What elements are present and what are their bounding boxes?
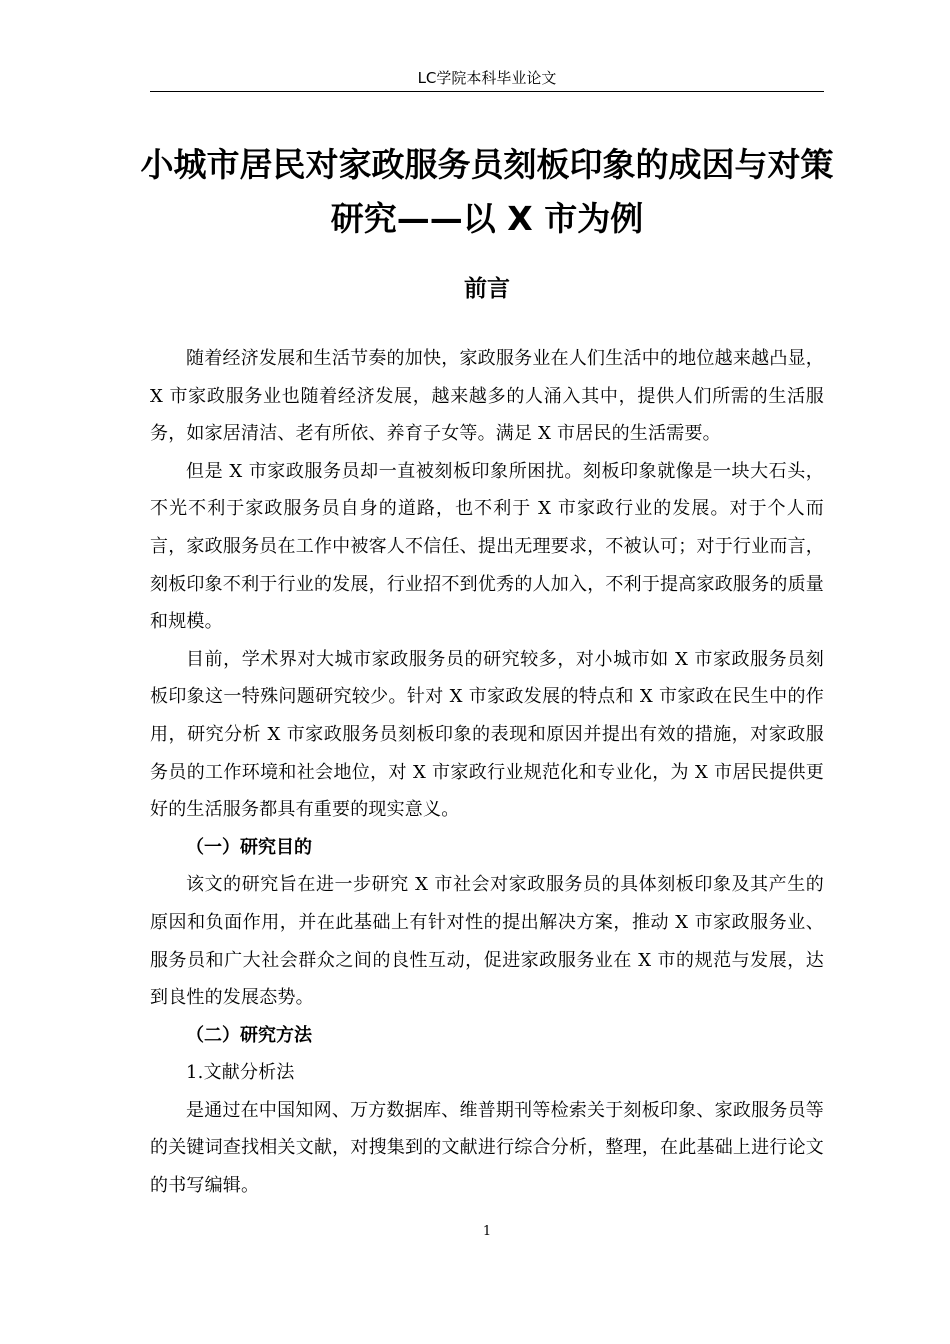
paragraph: 随着经济发展和生活节奏的加快，家政服务业在人们生活中的地位越来越凸显，X 市家政服务业也随着经济发展，越来越多的人涌入其中，提供人们所需的生活服务，如家居清洁、老有所依、养育子女等。满足 X 市居民的生活需要。 xyxy=(150,348,824,445)
subsection-heading: （二）研究方法 xyxy=(186,1024,312,1046)
paragraph: 是通过在中国知网、万方数据库、维普期刊等检索关于刻板印象、家政服务员等的关键词查找相关文献，对搜集到的文献进行综合分析，整理，在此基础上进行论文的书写编辑。 xyxy=(150,1099,824,1197)
paragraph: 该文的研究旨在进一步研究 X 市社会对家政服务员的具体刻板印象及其产生的原因和负面作用，并在此基础上有针对性的提出解决方案，推动 X 市家政服务业、服务员和广大社会群众之间的良性互动，促进家政服务业在 X 市的规范与发展，达到良性的发展态势。 xyxy=(150,874,824,1009)
body-text xyxy=(150,340,824,1205)
running-header: LC学院本科毕业论文 xyxy=(417,69,557,87)
section-title: 前言 xyxy=(464,276,510,302)
thesis-title: 小城市居民对家政服务员刻板印象的成因与对策研究——以 X 市为例 xyxy=(140,145,834,238)
paragraph: 但是 X 市家政服务员却一直被刻板印象所困扰。刻板印象就像是一块大石头，不光不利于家政服务员自身的道路，也不利于 X 市家政行业的发展。对于个人而言，家政服务员在工作中被客人不信任、提出无理要求，不被认可；对于行业而言，刻板印象不利于行业的发展，行业招不到优秀的人加入，不利于提高家政服务的质量和规模。 xyxy=(150,460,824,633)
page-number: 1 xyxy=(482,1224,492,1239)
method-label: 1.文献分析法 xyxy=(186,1062,295,1084)
paragraph: 目前，学术界对大城市家政服务员的研究较多，对小城市如 X 市家政服务员刻板印象这一特殊问题研究较少。针对 X 市家政发展的特点和 X 市家政在民生中的作用，研究分析 X 市家政服务员刻板印象的表现和原因并提出有效的措施，对家政服务员的工作环境和社会地位，对 X 市家政行业规范化和专业化，为 X 市居民提供更好的生活服务都具有重要的现实意义。 xyxy=(150,648,824,821)
subsection-heading: （一）研究目的 xyxy=(186,836,312,858)
header-divider xyxy=(150,91,824,92)
